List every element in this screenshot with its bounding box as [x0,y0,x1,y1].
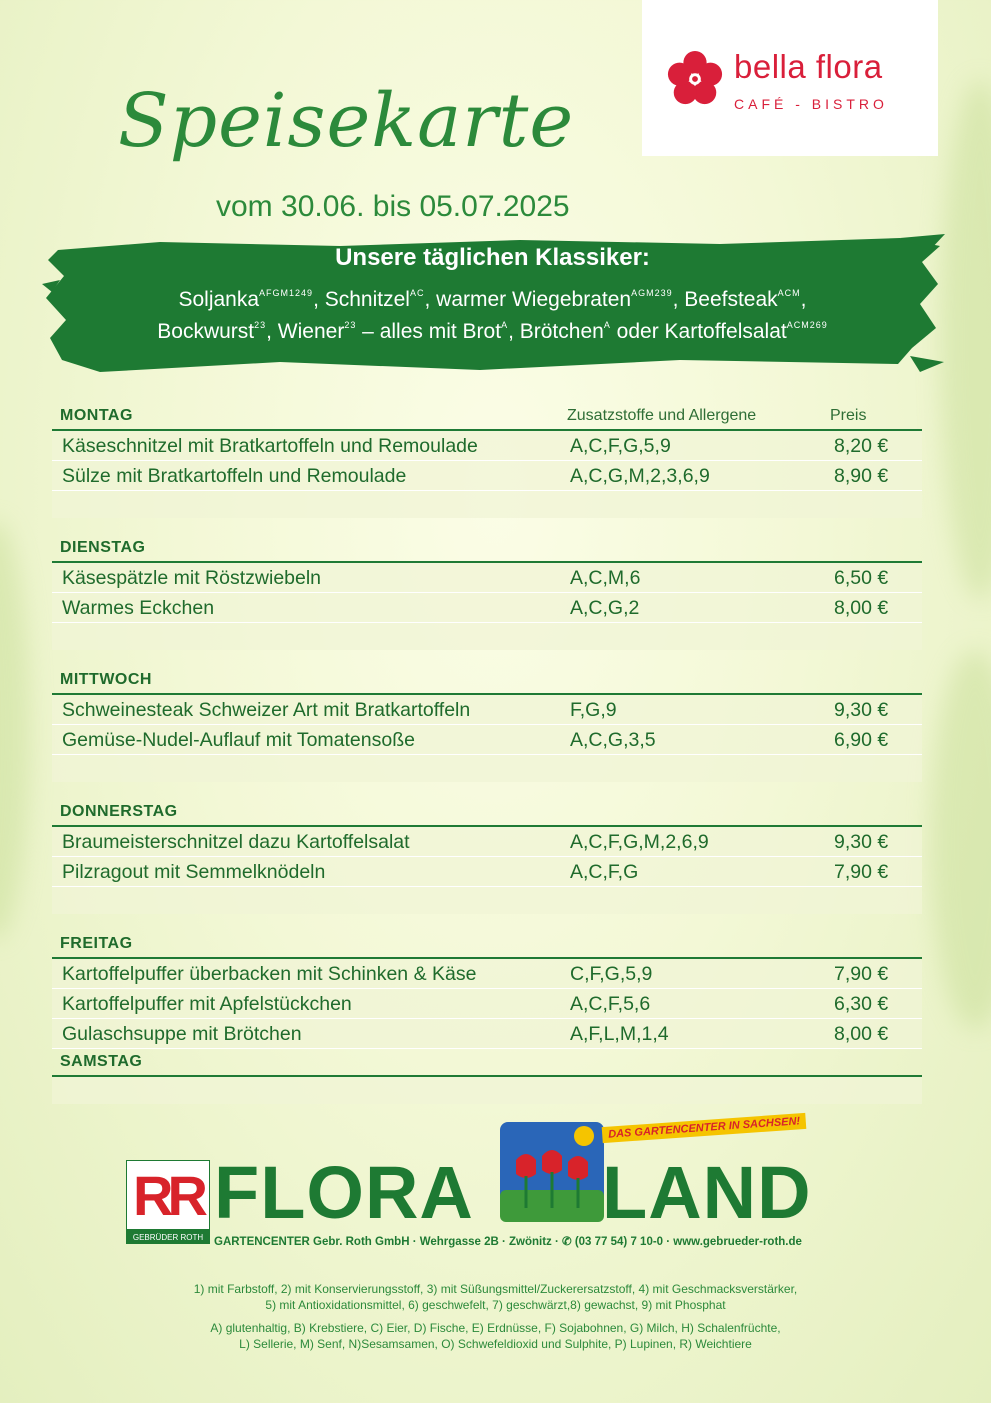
classic-item-text: , Brötchen [508,320,604,343]
dish-price: 7,90 € [834,963,889,985]
dish-allergens: A,C,G,3,5 [570,729,656,751]
empty-row [52,1077,922,1104]
floraland-slogan: DAS GARTENCENTER IN SACHSEN! [602,1113,807,1143]
allergen-superscript: 23 [254,320,267,330]
dish-price: 6,50 € [834,567,889,589]
dish-name: Pilzragout mit Semmelknödeln [62,861,326,883]
dish-allergens: A,C,F,5,6 [570,993,651,1015]
dish-row [52,959,922,989]
tulip-garden-icon [498,1120,606,1224]
day-label: MITTWOCH [60,671,152,688]
dish-name: Gemüse-Nudel-Auflauf mit Tomatensoße [62,729,415,751]
day-label: SAMSTAG [60,1053,143,1070]
floraland-address: GARTENCENTER Gebr. Roth GmbH · Wehrgasse 2B · Zwönitz · ✆ (03 77 54) 7 10-0 · www.gebrueder-roth.de [214,1236,802,1248]
dish-row [52,593,922,623]
dish-row [52,563,922,593]
dish-row [52,1019,922,1049]
day-section [52,667,922,782]
day-header-row [52,403,922,431]
classic-item-text: , Schnitzel [313,288,410,311]
classic-item-text: oder Kartoffelsalat [610,320,787,343]
allergen-superscript: 23 [344,320,357,330]
empty-row [52,887,922,914]
classics-banner [40,232,945,378]
dish-allergens: A,C,M,6 [570,567,641,589]
brand-name: bella flora [734,48,883,85]
section-gap [52,650,922,667]
allergens-legend-line-2: L) Sellerie, M) Senf, N)Sesamsamen, O) Schwefeldioxid und Sulphite, P) Lupinen, R) Weichtiere [239,1337,752,1351]
classics-line-1 [40,288,945,312]
hibiscus-flower-icon [666,50,724,108]
dish-name: Gulaschsuppe mit Brötchen [62,1023,302,1045]
dish-allergens: A,C,G,2 [570,597,640,619]
dish-name: Käsespätzle mit Röstzwiebeln [62,567,322,589]
day-label: FREITAG [60,935,133,952]
rr-monogram: RR [133,1164,202,1227]
dish-name: Kartoffelpuffer mit Apfelstückchen [62,993,352,1015]
section-gap [52,518,922,535]
allergen-superscript: AC [409,288,425,298]
additives-legend-line-2: 5) mit Antioxidationsmittel, 6) geschwefelt, 7) geschwärzt,8) gewachst, 9) mit Phosphat [265,1298,726,1312]
dish-row [52,725,922,755]
dish-name: Braumeisterschnitzel dazu Kartoffelsalat [62,831,410,853]
dish-price: 6,90 € [834,729,889,751]
background-texture-right-lower [930,650,991,1030]
day-header-row [52,535,922,563]
dish-row [52,857,922,887]
classic-item-text: – alles mit Brot [356,320,502,343]
dish-row [52,827,922,857]
background-texture-right [940,80,991,600]
background-texture-left [0,520,30,940]
empty-row [52,623,922,650]
dish-allergens: C,F,G,5,9 [570,963,653,985]
classic-item-text: , Beefsteak [672,288,778,311]
allergen-superscript: A [501,320,509,330]
day-section [52,535,922,650]
dish-price: 9,30 € [834,699,889,721]
dish-name: Kartoffelpuffer überbacken mit Schinken & Käse [62,963,477,985]
day-section [52,931,922,1049]
price-column-header: Preis [830,407,867,424]
allergen-superscript: A [603,320,611,330]
dish-allergens: A,C,F,G,M,2,6,9 [570,831,709,853]
empty-row [52,755,922,782]
allergens-legend-line-1: A) glutenhaltig, B) Krebstiere, C) Eier, D) Fische, E) Erdnüsse, F) Sojabohnen, G) Milch, H) Schalenfrüchte, [210,1321,781,1335]
day-header-row [52,931,922,959]
classic-item-text: , warmer Wiegebraten [424,288,632,311]
bella-flora-logo [642,0,938,156]
dish-price: 7,90 € [834,861,889,883]
day-section [52,403,922,518]
classics-title: Unsere täglichen Klassiker: [335,244,650,271]
dish-allergens: F,G,9 [570,699,617,721]
allergen-superscript: ACM269 [786,320,828,330]
dish-allergens: A,C,F,G,5,9 [570,435,671,457]
rr-caption: GEBRÜDER ROTH [132,1233,204,1242]
section-gap [52,782,922,799]
day-label: DONNERSTAG [60,803,178,820]
dish-row [52,461,922,491]
day-header-row [52,667,922,695]
dish-price: 6,30 € [834,993,889,1015]
day-header-row [52,1049,922,1077]
allergen-superscript: ACM [777,288,801,298]
dish-row [52,695,922,725]
date-range: vom 30.06. bis 05.07.2025 [216,190,570,223]
classic-item-text: , [800,288,807,311]
dish-price: 9,30 € [834,831,889,853]
dish-price: 8,00 € [834,1023,889,1045]
gebrueder-roth-logo [126,1160,210,1244]
floraland-word-land: LAND [602,1151,812,1234]
dish-allergens: A,F,L,M,1,4 [570,1023,669,1045]
allergen-superscript: AGM239 [631,288,673,298]
day-section [52,1049,922,1104]
dish-name: Sülze mit Bratkartoffeln und Remoulade [62,465,407,487]
dish-price: 8,90 € [834,465,889,487]
empty-row [52,491,922,518]
page-title: Speisekarte [118,78,575,164]
dish-name: Schweinesteak Schweizer Art mit Bratkartoffeln [62,699,471,721]
dish-row [52,989,922,1019]
dish-name: Warmes Eckchen [62,597,215,619]
weekly-menu [52,403,922,1104]
day-label: DIENSTAG [60,539,146,556]
floraland-word-flora: FLORA [214,1151,474,1234]
dish-allergens: A,C,F,G [570,861,639,883]
classics-line-2 [40,320,945,344]
floraland-logo [126,1115,856,1260]
allergen-superscript: AFGM1249 [259,288,314,298]
brand-subtitle: CAFÉ - BISTRO [734,96,888,112]
dish-name: Käseschnitzel mit Bratkartoffeln und Remoulade [62,435,478,457]
classic-item-text: , Wiener [266,320,345,343]
allergens-column-header: Zusatzstoffe und Allergene [567,407,757,424]
section-gap [52,914,922,931]
additives-legend-line-1: 1) mit Farbstoff, 2) mit Konservierungsstoff, 3) mit Süßungsmittel/Zuckerersatzstoff, 4) mit Geschmacksverstärker, [193,1282,798,1296]
dish-price: 8,00 € [834,597,889,619]
classic-item-text: Bockwurst [157,320,255,343]
classic-item-text: Soljanka [178,288,260,311]
dish-price: 8,20 € [834,435,889,457]
day-section [52,799,922,914]
dish-row [52,431,922,461]
day-header-row [52,799,922,827]
dish-allergens: A,C,G,M,2,3,6,9 [570,465,710,487]
day-label: MONTAG [60,407,133,424]
